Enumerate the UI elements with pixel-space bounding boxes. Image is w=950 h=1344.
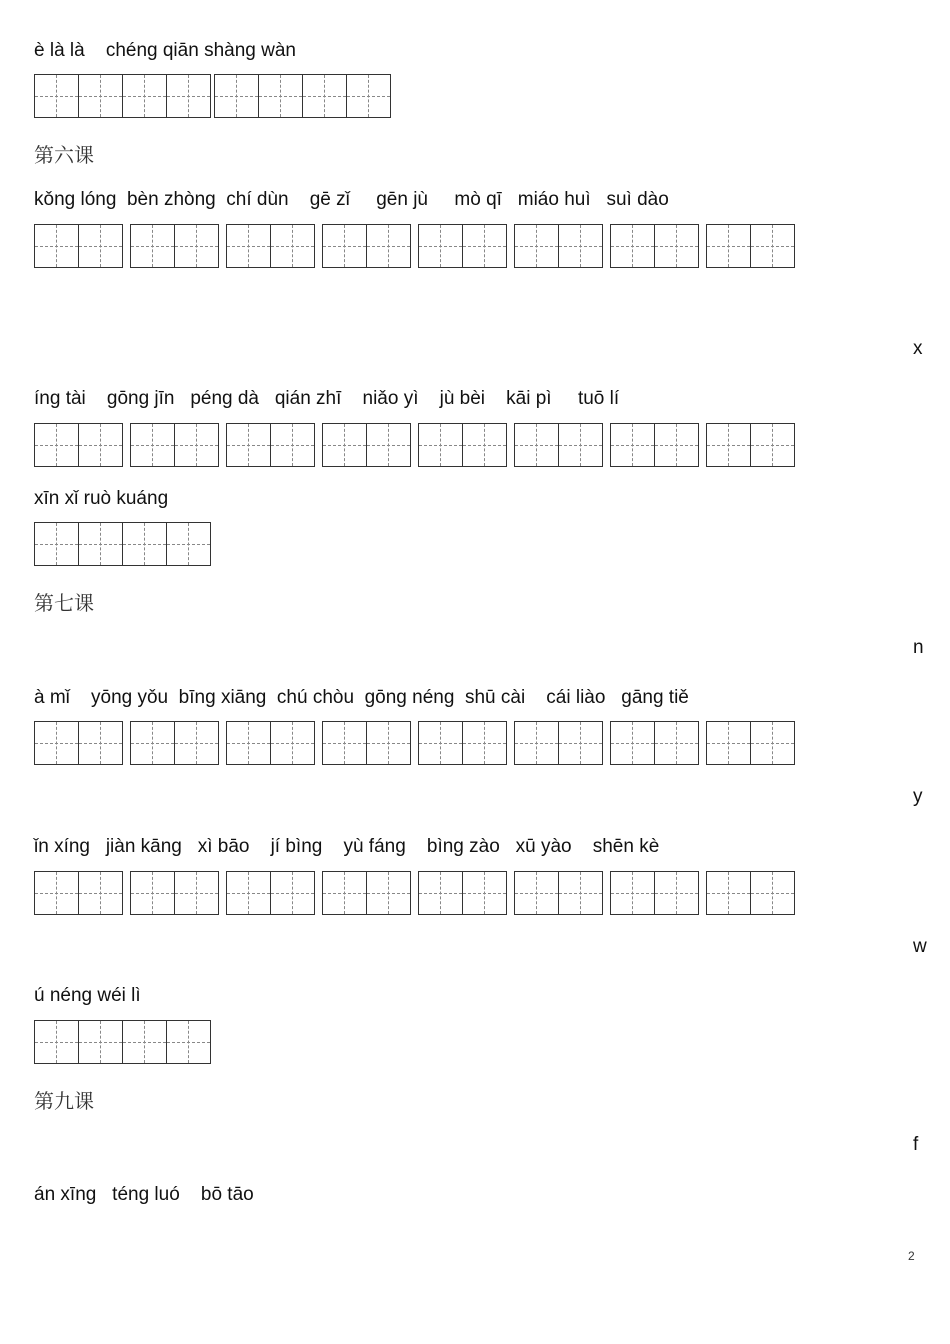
grid-cell [131,424,174,466]
grid-cell [559,722,602,764]
grid-separator [78,523,79,565]
grid-separator [654,872,655,914]
grid-word-box [514,721,603,765]
grid-word-box [34,224,123,268]
grid-separator [78,1021,79,1063]
grid-word-box [418,871,507,915]
grid-separator [558,722,559,764]
grid-cell [35,722,78,764]
pinyin-line-1: è là là chéng qiān shàng wàn [34,40,296,61]
grid-separator [462,872,463,914]
grid-cell [515,225,558,267]
grid-cell [323,722,366,764]
grid-cell [611,424,654,466]
grid-cell [79,75,122,117]
grid-word-box [214,74,391,118]
grid-separator [78,424,79,466]
grid-separator [462,225,463,267]
pinyin-line-7: ú néng wéi lì [34,985,141,1006]
grid-cell [79,722,122,764]
grid-separator [166,523,167,565]
grid-separator [750,225,751,267]
pinyin-line-6: ǐn xíng jiàn kāng xì bāo jí bìng yù fáng bìng zào xū yào shēn kè [34,836,660,857]
grid-cell [175,872,218,914]
grid-cell [463,722,506,764]
grid-word-box [706,423,795,467]
grid-separator [558,225,559,267]
grid-separator [366,424,367,466]
grid-word-box [514,871,603,915]
grid-cell [463,225,506,267]
grid-cell [419,872,462,914]
grid-cell [227,225,270,267]
pinyin-line-2: kǒng lóng bèn zhòng chí dùn gē zǐ gēn jù mò qī miáo huì suì dào [34,189,669,210]
grid-cell [655,424,698,466]
grid-cell [79,523,122,565]
grid-word-box [610,871,699,915]
page-number: 2 [908,1249,915,1263]
grid-cell [707,722,750,764]
grid-cell [35,75,78,117]
grid-word-box [418,423,507,467]
grid-separator [346,75,347,117]
grid-word-box [226,224,315,268]
grid-cell [227,872,270,914]
grid-word-box [610,423,699,467]
grid-word-box [34,1020,211,1064]
grid-separator [174,872,175,914]
pinyin-line-5: à mǐ yōng yǒu bīng xiāng chú chòu gōng néng shū cài cái liào gāng tiě [34,687,689,708]
grid-cell [227,424,270,466]
grid-cell [367,424,410,466]
grid-word-box [322,871,411,915]
grid-cell [271,722,314,764]
grid-cell [35,1021,78,1063]
grid-separator [366,722,367,764]
grid-word-box [418,721,507,765]
grid-cell [35,523,78,565]
grid-cell [35,225,78,267]
grid-separator [78,75,79,117]
grid-separator [462,424,463,466]
grid-cell [559,225,602,267]
grid-separator [654,424,655,466]
grid-cell [131,722,174,764]
grid-cell [215,75,258,117]
grid-cell [707,872,750,914]
grid-cell [751,722,794,764]
grid-separator [122,75,123,117]
grid-cell [559,424,602,466]
grid-word-box [514,224,603,268]
grid-word-box [418,224,507,268]
grid-separator [750,722,751,764]
grid-cell [167,523,210,565]
grid-word-box [130,721,219,765]
grid-word-box [322,423,411,467]
grid-word-box [130,871,219,915]
grid-cell [227,722,270,764]
grid-cell [367,225,410,267]
grid-cell [611,722,654,764]
grid-cell [323,225,366,267]
grid-cell [655,225,698,267]
grid-word-box [706,871,795,915]
grid-cell [35,872,78,914]
grid-separator [122,523,123,565]
grid-separator [270,722,271,764]
grid-cell [707,225,750,267]
grid-cell [175,424,218,466]
grid-word-box [34,74,211,118]
grid-separator [302,75,303,117]
grid-cell [79,872,122,914]
grid-separator [174,722,175,764]
side-letter-y: y [913,786,923,807]
grid-cell [259,75,302,117]
grid-cell [175,722,218,764]
grid-cell [347,75,390,117]
lesson-title-9: 第九课 [34,1089,94,1113]
grid-cell [271,424,314,466]
grid-cell [79,424,122,466]
grid-cell [123,523,166,565]
grid-cell [515,424,558,466]
grid-cell [611,872,654,914]
grid-cell [515,872,558,914]
grid-cell [655,722,698,764]
grid-cell [271,872,314,914]
grid-cell [463,424,506,466]
grid-word-box [226,423,315,467]
grid-cell [611,225,654,267]
grid-separator [270,872,271,914]
grid-cell [751,225,794,267]
grid-word-box [706,721,795,765]
grid-separator [258,75,259,117]
grid-cell [707,424,750,466]
grid-separator [270,225,271,267]
grid-separator [174,225,175,267]
grid-cell [175,225,218,267]
grid-separator [366,872,367,914]
grid-cell [167,1021,210,1063]
grid-word-box [34,423,123,467]
grid-separator [558,424,559,466]
grid-separator [174,424,175,466]
grid-cell [559,872,602,914]
grid-cell [751,872,794,914]
side-letter-w: w [913,936,927,957]
grid-word-box [226,721,315,765]
pinyin-line-8: án xīng téng luó bō tāo [34,1184,254,1205]
grid-word-box [322,224,411,268]
grid-cell [655,872,698,914]
grid-cell [367,722,410,764]
grid-word-box [610,721,699,765]
grid-word-box [706,224,795,268]
side-letter-n: n [913,637,924,658]
grid-cell [167,75,210,117]
grid-cell [131,225,174,267]
grid-word-box [130,423,219,467]
grid-word-box [514,423,603,467]
grid-cell [323,872,366,914]
grid-separator [462,722,463,764]
grid-separator [366,225,367,267]
grid-cell [323,424,366,466]
grid-separator [750,872,751,914]
grid-separator [166,1021,167,1063]
grid-word-box [34,871,123,915]
pinyin-line-3: íng tài gōng jīn péng dà qián zhī niǎo yì jù bèi kāi pì tuō lí [34,388,620,409]
grid-separator [78,722,79,764]
grid-separator [654,225,655,267]
grid-cell [35,424,78,466]
side-letter-f: f [913,1134,919,1155]
lesson-title-6: 第六课 [34,143,94,167]
grid-word-box [34,721,123,765]
grid-word-box [226,871,315,915]
grid-separator [270,424,271,466]
grid-separator [166,75,167,117]
grid-cell [419,424,462,466]
grid-cell [751,424,794,466]
grid-word-box [130,224,219,268]
grid-cell [123,1021,166,1063]
grid-cell [419,722,462,764]
grid-cell [463,872,506,914]
grid-cell [367,872,410,914]
grid-separator [558,872,559,914]
grid-cell [271,225,314,267]
grid-separator [78,225,79,267]
lesson-title-7: 第七课 [34,591,94,615]
grid-word-box [610,224,699,268]
grid-cell [131,872,174,914]
grid-word-box [34,522,211,566]
side-letter-x: x [913,338,923,359]
grid-word-box [322,721,411,765]
grid-cell [515,722,558,764]
grid-separator [78,872,79,914]
grid-separator [122,1021,123,1063]
grid-cell [419,225,462,267]
grid-cell [79,225,122,267]
pinyin-line-4: xīn xǐ ruò kuáng [34,488,169,509]
grid-cell [123,75,166,117]
grid-separator [654,722,655,764]
grid-cell [303,75,346,117]
grid-cell [79,1021,122,1063]
grid-separator [750,424,751,466]
